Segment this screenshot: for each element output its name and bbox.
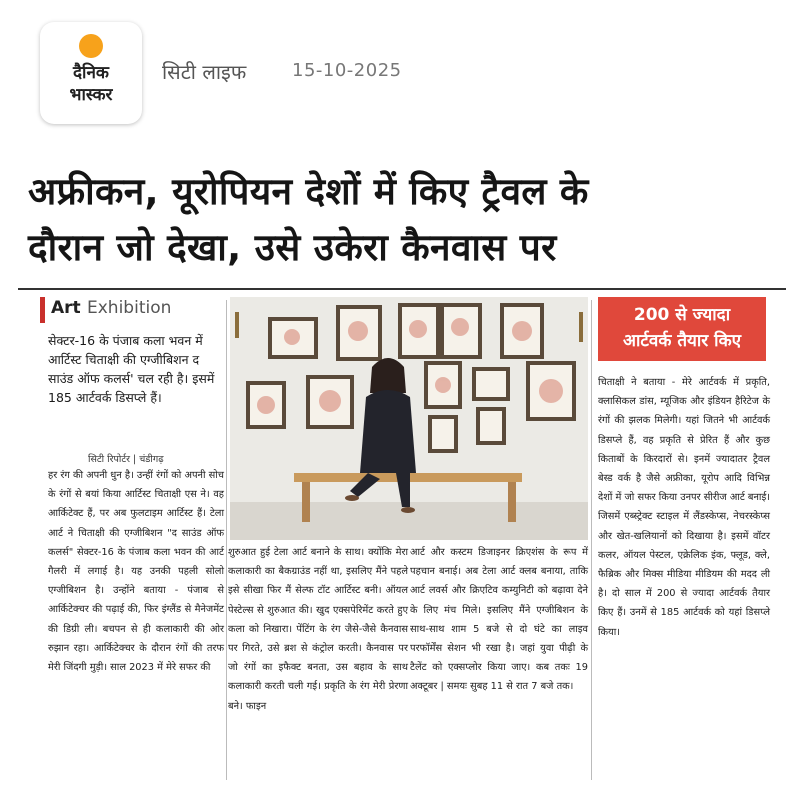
logo-text-line-2: भास्कर [69, 85, 113, 105]
column-label-art: Art [51, 298, 81, 318]
sidebar-heading-box [598, 297, 766, 361]
headline-line-2: दौरान जो देखा, उसे उकेरा कैनवास पर [28, 226, 557, 269]
column-divider [591, 300, 592, 780]
article-paragraph: आर्ट और कस्टम डिजाइनर क्रिएशंस के रूप में पहचान बनाई। अब टेला आर्ट क्लब बनाया, ताकि आर्ट लवर्स और क्रिएटिव कम्युनिटी को बढ़ावा देने के लिए मंच मिले। इसलिए मैंने एग्जीबिशन के साथ-साथ शाम 5 बजे से दो घंटे का लाइव परफॉर्मेंस सेशन भी रखा है। जहां युवा पीढ़ी के टैलेंट को एक्सप्लोर किया जाए। कब तकः 19 अक्टूबर | समयः सुबह 11 से रात 7 बजे तक। [410, 547, 588, 693]
article-paragraph: हर रंग की अपनी धुन है। उन्हीं रंगों को अपनी सोच के रंगों से बयां किया आर्टिस्ट चिताक्षी एस ने। वह आर्किटेक्ट हैं, पर अब फुलटाइम आर्टिस्ट हैं। टेला आर्ट ने चिताक्षी की एग्जीबिशन "द साउंड ऑफ कलर्स" सेक्टर-16 के पंजाब कला भवन की आर्ट गैलरी में लगाई है। यह उनकी पहली सोलो एग्जीबिशन है। उन्होंने बताया - पंजाब से आर्किटेक्चर की पढ़ाई की, फिर इंग्लैंड से मैनेजमेंट की डिग्री ली। बचपन से ही कलाकारी की ओर रुझान रहा। आर्किटेक्चर के दौरान रंगों की तरफ मेरी जिंदगी मुड़ी। साल 2023 में मेरे सफर की [48, 470, 224, 674]
column-label-bar [40, 297, 45, 323]
headline-divider [18, 288, 786, 290]
exhibition-photo [230, 297, 588, 540]
section-name: सिटी लाइफ [162, 60, 247, 84]
intro-summary: सेक्टर-16 के पंजाब कला भवन में आर्टिस्ट चिताक्षी की एग्जीबिशन द साउंड ऑफ कलर्स' चल रही है। इसमें 185 आर्टवर्क डिसप्ले हैं। [48, 333, 215, 405]
sun-icon [79, 34, 103, 58]
sidebar-paragraph: चिताक्षी ने बताया - मेरे आर्टवर्क में प्रकृति, क्लासिकल डांस, म्यूजिक और इंडियन हैरिटेज के रंगों की झलक मिलेगी। यहां जितने भी आर्टवर्क डिसप्ले हैं, वह प्रकृति से प्रेरित हैं और कुछ किताबों के किरदारों से। इनमें ज्यादातर ट्रैवल बेस्ड वर्क है जैसे अफ्रीका, यूरोप आदि विभिन्न देशों में जो सफर किया उनपर सीरीज आर्ट बनाई। जिसमें एब्स्ट्रेक्ट स्टाइल में लैंडस्केप्स, नेचरस्केप्स और खेत-खलियानों को दिखाया है। इसमें वॉटर कलर, ऑयल पेस्टल, एक्रेलिक इंक, फ्लूड, क्ले, फैब्रिक और मिक्स मीडिया मीडियम की मदद ली है। दो साल में 200 से ज्यादा आर्टवर्क तैयार किए हैं। उनमें से 185 आर्टवर्क को यहां डिसप्ले किया। [598, 377, 770, 638]
byline: सिटी रिपोर्टर | चंडीगढ़ [88, 454, 164, 465]
issue-date: 15-10-2025 [292, 60, 402, 81]
dainik-bhaskar-logo [40, 22, 142, 124]
column-label-exhibition: Exhibition [87, 298, 172, 318]
headline-line-1: अफ्रीकन, यूरोपियन देशों में किए ट्रैवल के [28, 170, 589, 213]
sidebar-heading-line-1: 200 से ज्यादा [633, 305, 731, 325]
article-paragraph: शुरुआत हुई टेला आर्ट बनाने के साथ। क्योंकि मेरा कलाकारी का बैकग्राउंड नहीं था, इसलिए मैंने पहले इसे सीखा फिर मैं सेल्फ टॉट आर्टिस्ट बनी। ऑयल पेस्टेल्स से शुरुआत की। खुद एक्सपेरिमेंट करते हुए कला को निखारा। पेंटिंग के रंग जैसे-जैसे कैनवास पर गिरते, उसे ब्रश से कंट्रोल करती। कैनवास पर जो रंगों का इफैक्ट बनता, उस बहाव के साथ कलाकारी करती चली गई। प्रकृति के रंग मेरी प्रेरणा बने। फाइन [228, 547, 408, 712]
column-divider [226, 300, 227, 780]
logo-text-line-1: दैनिक [73, 63, 109, 83]
sidebar-heading-line-2: आर्टवर्क तैयार किए [622, 331, 742, 351]
